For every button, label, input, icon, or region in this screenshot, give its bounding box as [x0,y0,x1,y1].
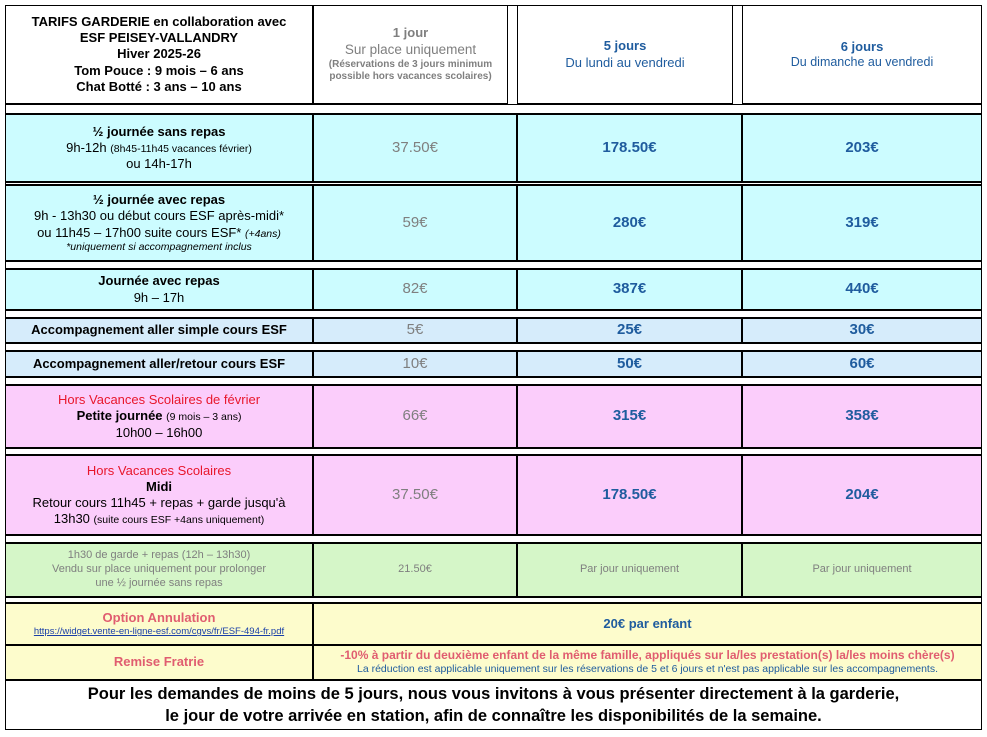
price-6-days: 203€ [742,114,982,182]
row-half-day-no-meal-label [5,114,313,182]
footer-notice [5,680,982,730]
price-6-days: 204€ [742,455,982,535]
price-6-days: Par jour uniquement [742,543,982,597]
price-5-days: 50€ [517,351,742,377]
price-6-days: 319€ [742,185,982,261]
col-5-sub: Du lundi au vendredi [565,54,685,70]
row-half-day-meal-label [5,185,313,261]
price-5-days: 25€ [517,318,742,343]
price-5-days: 280€ [517,185,742,261]
cancel-terms-link[interactable]: https://widget.vente-en-ligne-esf.com/cgvs/fr/ESF-494-fr.pdf [33,626,285,638]
price-6-days: 30€ [742,318,982,343]
spacer-row [5,535,982,543]
spacer-row [5,261,982,269]
row-note: *uniquement si accompagnement inclus [66,240,252,253]
age-group-chat-botte: Chat Botté : 3 ans – 10 ans [76,78,242,94]
row-line-1: 9h - 13h30 ou début cours ESF après-midi* [33,208,285,224]
season: Hiver 2025-26 [117,46,201,62]
col-5-title: 5 jours [603,38,647,54]
price-1-day: 5€ [313,318,517,343]
row-escort-single-label [5,318,313,343]
price-1-day: 10€ [313,351,517,377]
price-5-days: 178.50€ [517,455,742,535]
price-1-day: 37.50€ [313,455,517,535]
row-title: Accompagnement aller/retour cours ESF [32,355,286,371]
row-title: Midi [146,478,172,494]
row-line-2: ou 11h45 – 17h00 suite cours ESF* (+4ans) [37,224,281,240]
row-hours: 9h – 17h [133,289,185,305]
discount-line-2: La réduction est applicable uniquement sur les réservations de 5 et 6 jours et n'est pas applicable sur les accompagnements. [356,663,938,676]
discount-line-1: -10% à partir du deuxième enfant de la même famille, appliqués sur la/les prestation(s) la/les moins chère(s) [340,648,955,663]
siblings-discount-text [313,645,982,680]
row-extension-label [5,543,313,597]
row-condition: Hors Vacances Scolaires de février [57,392,261,408]
row-line-1: 1h30 de garde + repas (12h – 13h30) [67,549,251,562]
col-1-title: 1 jour [392,25,429,41]
price-6-days: 358€ [742,385,982,448]
row-condition: Hors Vacances Scolaires [86,462,232,478]
price-1-day: 21.50€ [313,543,517,597]
col-1-sub: Sur place uniquement [344,41,477,57]
header-col-5-days [517,5,733,104]
spacer-row [5,448,982,455]
header-col-1-day [313,5,508,104]
col-1-note-2: possible hors vacances scolaires) [329,71,492,83]
spacer-row [5,377,982,385]
row-title: Remise Fratrie [113,654,205,670]
row-hours-alt: ou 14h-17h [126,156,192,172]
row-hours: 9h-12h (8h45-11h45 vacances février) [66,139,252,155]
col-6-title: 6 jours [840,38,884,54]
row-small-day-label [5,385,313,448]
row-title: ½ journée avec repas [92,192,226,208]
row-line-3: une ½ journée sans repas [95,576,223,589]
row-midi-label [5,455,313,535]
header-col-6-days [742,5,982,104]
row-title: Option Annulation [102,609,216,625]
price-5-days: Par jour uniquement [517,543,742,597]
price-5-days: 315€ [517,385,742,448]
cancel-price: 20€ par enfant [313,603,982,645]
title-line-1: TARIFS GARDERIE en collaboration avec [31,13,287,29]
price-6-days: 60€ [742,351,982,377]
row-full-day-label [5,269,313,310]
row-title: Petite journée (9 mois – 3 ans) [76,408,242,424]
price-1-day: 59€ [313,185,517,261]
row-siblings-label [5,645,313,680]
spacer-row [5,310,982,318]
age-group-tom-pouce: Tom Pouce : 9 mois – 6 ans [74,62,244,78]
row-cancel-option-label [5,603,313,645]
row-title: Journée avec repas [98,273,220,289]
row-line-2: Vendu sur place uniquement pour prolonger [51,563,267,576]
col-6-sub: Du dimanche au vendredi [790,54,934,69]
row-hours: 10h00 – 16h00 [115,424,203,440]
price-5-days: 178.50€ [517,114,742,182]
spacer-row [5,343,982,351]
row-line-2: 13h30 (suite cours ESF +4ans uniquement) [53,511,265,527]
header-title-cell [5,5,313,104]
price-1-day: 37.50€ [313,114,517,182]
price-6-days: 440€ [742,269,982,310]
price-5-days: 387€ [517,269,742,310]
title-line-2: ESF PEISEY-VALLANDRY [79,30,239,46]
price-1-day: 82€ [313,269,517,310]
row-escort-return-label [5,351,313,377]
row-title: Accompagnement aller simple cours ESF [31,322,287,338]
footer-line-1: Pour les demandes de moins de 5 jours, nous vous invitons à vous présenter directement à la garderie, [87,684,900,703]
col-1-note-1: (Réservations de 3 jours minimum [328,58,493,70]
footer-line-2: le jour de votre arrivée en station, afin de connaître les disponibilités de la semaine. [165,707,822,725]
row-title: ½ journée sans repas [92,123,226,139]
row-line-1: Retour cours 11h45 + repas + garde jusqu'à [32,495,286,510]
spacer-row [5,104,982,114]
price-1-day: 66€ [313,385,517,448]
